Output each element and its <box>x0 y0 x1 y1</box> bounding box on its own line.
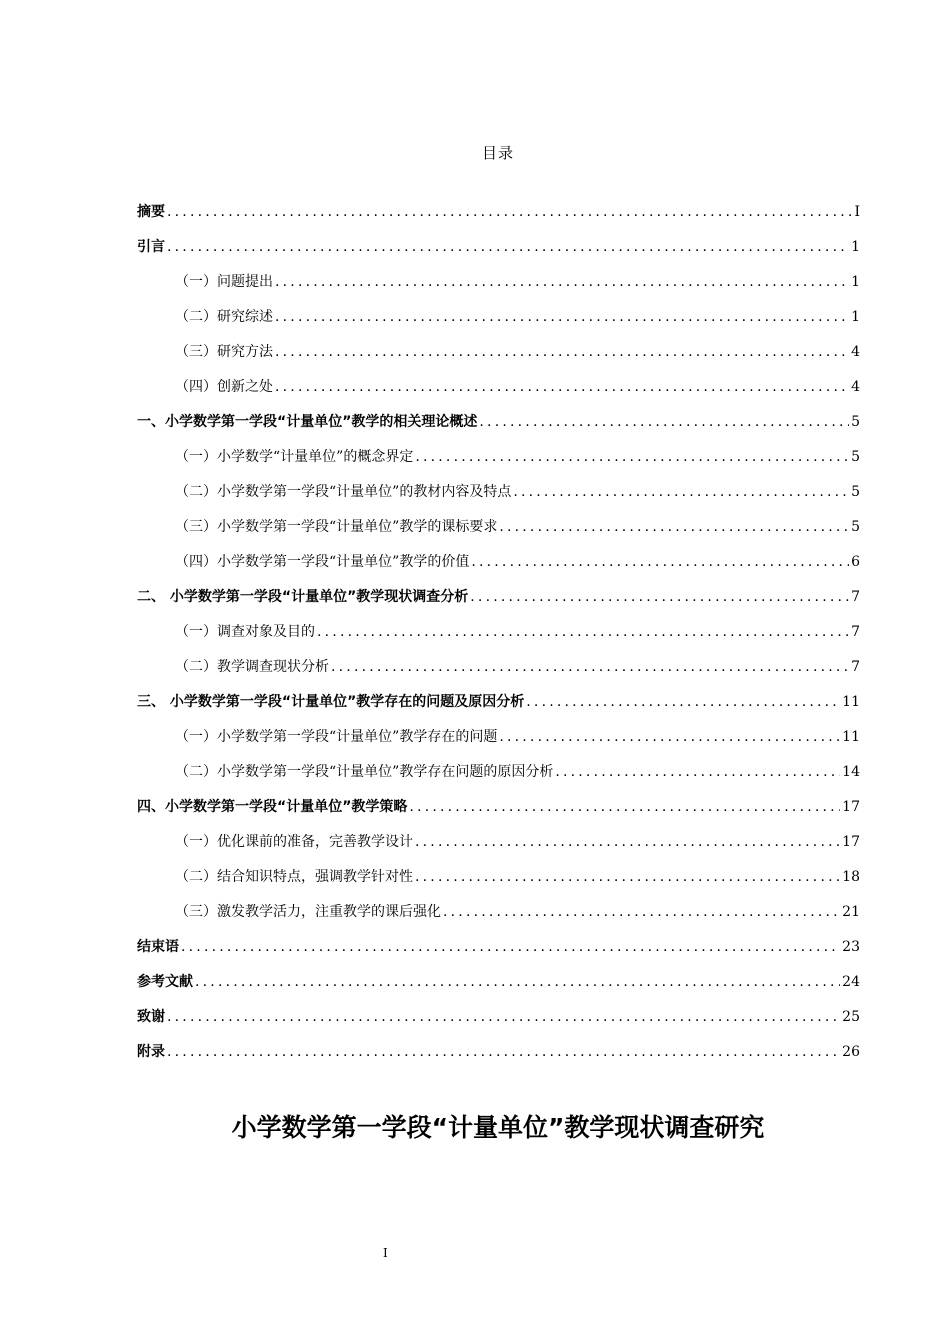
toc-leader-dots <box>275 274 849 290</box>
toc-entry-page: 4 <box>851 379 860 395</box>
toc-entry-label: 三、 小学数学第一学段“计量单位”教学存在的问题及原因分析 <box>137 694 525 710</box>
toc-entry[interactable] <box>137 936 860 971</box>
toc-entry-page: 7 <box>851 659 860 675</box>
toc-entry[interactable] <box>137 516 860 551</box>
toc-entry-page: 7 <box>851 624 860 640</box>
toc-entry-page: 1 <box>851 274 860 290</box>
toc-leader-dots <box>167 239 849 255</box>
toc-entry[interactable] <box>137 271 860 306</box>
thesis-title: 小学数学第一学段“计量单位”教学现状调查研究 <box>231 1113 765 1142</box>
toc-entry-label: 一、小学数学第一学段“计量单位”教学的相关理论概述 <box>137 414 478 430</box>
toc-leader-dots <box>443 904 840 920</box>
toc-leader-dots <box>415 449 849 465</box>
toc-entry-label: （二）小学数学第一学段“计量单位”的教材内容及特点 <box>175 484 512 500</box>
footer-page-number: I <box>383 1246 388 1260</box>
toc-entry[interactable] <box>137 201 860 236</box>
toc-entry-page: 1 <box>851 239 860 255</box>
toc-entry[interactable] <box>137 866 860 901</box>
toc-leader-dots <box>415 869 840 885</box>
toc-entry-page: 4 <box>851 344 860 360</box>
toc-leader-dots <box>499 729 840 745</box>
toc-entry[interactable] <box>137 586 860 621</box>
toc-entry-label: （三）激发教学活力，注重教学的课后强化 <box>175 904 441 920</box>
toc-leader-dots <box>479 414 849 430</box>
toc-leader-dots <box>167 1009 840 1025</box>
toc-entry-label: 摘要 <box>137 204 165 220</box>
toc-entry-page: 25 <box>842 1009 860 1025</box>
toc-leader-dots <box>275 379 849 395</box>
toc-entry[interactable] <box>137 1006 860 1041</box>
toc-entry-label: （二）教学调查现状分析 <box>175 659 329 675</box>
toc-entry-page: 14 <box>842 764 860 780</box>
toc-leader-dots <box>275 344 849 360</box>
toc-entry[interactable] <box>137 446 860 481</box>
toc-entry[interactable] <box>137 761 860 796</box>
toc-leader-dots <box>275 309 849 325</box>
toc-leader-dots <box>415 834 840 850</box>
toc-entry[interactable] <box>137 236 860 271</box>
toc-entry-page: 5 <box>851 414 860 430</box>
toc-entry-page: I <box>854 204 860 220</box>
toc-entry[interactable] <box>137 341 860 376</box>
toc-entry-label: （一）小学数学“计量单位”的概念界定 <box>175 449 414 465</box>
toc-entry-label: （二）结合知识特点，强调教学针对性 <box>175 869 413 885</box>
toc-entry-label: （二）研究综述 <box>175 309 273 325</box>
table-of-contents <box>137 201 860 1076</box>
toc-entry[interactable] <box>137 726 860 761</box>
toc-leader-dots <box>331 659 849 675</box>
toc-entry-label: 引言 <box>137 239 165 255</box>
toc-entry-label: （一）问题提出 <box>175 274 273 290</box>
toc-leader-dots <box>181 939 840 955</box>
toc-entry-page: 11 <box>842 694 860 710</box>
toc-entry-page: 21 <box>842 904 860 920</box>
toc-entry-label: （四）创新之处 <box>175 379 273 395</box>
toc-entry-label: （三）小学数学第一学段“计量单位”教学的课标要求 <box>175 519 498 535</box>
toc-entry-page: 23 <box>842 939 860 955</box>
toc-leader-dots <box>513 484 849 500</box>
toc-leader-dots <box>409 799 840 815</box>
toc-leader-dots <box>471 554 849 570</box>
toc-entry-label: 参考文献 <box>137 974 193 990</box>
toc-entry-label: 结束语 <box>137 939 179 955</box>
toc-entry[interactable] <box>137 411 860 446</box>
toc-leader-dots <box>167 1044 840 1060</box>
toc-entry[interactable] <box>137 481 860 516</box>
toc-entry-label: （一）小学数学第一学段“计量单位”教学存在的问题 <box>175 729 498 745</box>
toc-entry-page: 5 <box>851 449 860 465</box>
toc-entry-label: 二、 小学数学第一学段“计量单位”教学现状调查分析 <box>137 589 469 605</box>
toc-leader-dots <box>167 204 852 220</box>
toc-entry-page: 11 <box>842 729 860 745</box>
toc-leader-dots <box>470 589 849 605</box>
toc-entry-page: 17 <box>842 834 860 850</box>
toc-entry-page: 17 <box>842 799 860 815</box>
toc-entry[interactable] <box>137 971 860 1006</box>
toc-leader-dots <box>499 519 849 535</box>
toc-leader-dots <box>195 974 840 990</box>
toc-entry-page: 18 <box>842 869 860 885</box>
toc-entry-label: 四、小学数学第一学段“计量单位”教学策略 <box>137 799 408 815</box>
toc-leader-dots <box>555 764 840 780</box>
toc-entry[interactable] <box>137 656 860 691</box>
toc-entry-page: 26 <box>842 1044 860 1060</box>
toc-entry-page: 24 <box>842 974 860 990</box>
toc-entry[interactable] <box>137 831 860 866</box>
toc-entry-label: （一）调查对象及目的 <box>175 624 315 640</box>
toc-entry-label: 致谢 <box>137 1009 165 1025</box>
toc-entry[interactable] <box>137 691 860 726</box>
toc-leader-dots <box>526 694 840 710</box>
toc-entry-page: 1 <box>851 309 860 325</box>
toc-entry-page: 5 <box>851 519 860 535</box>
toc-entry-label: 附录 <box>137 1044 165 1060</box>
toc-leader-dots <box>317 624 849 640</box>
toc-entry[interactable] <box>137 306 860 341</box>
toc-heading: 目录 <box>481 144 514 162</box>
toc-entry-label: （三）研究方法 <box>175 344 273 360</box>
toc-entry-page: 6 <box>851 554 860 570</box>
toc-entry[interactable] <box>137 796 860 831</box>
toc-entry[interactable] <box>137 1041 860 1076</box>
toc-entry[interactable] <box>137 376 860 411</box>
toc-entry[interactable] <box>137 621 860 656</box>
toc-entry[interactable] <box>137 551 860 586</box>
toc-entry-label: （一）优化课前的准备，完善教学设计 <box>175 834 413 850</box>
toc-entry[interactable] <box>137 901 860 936</box>
toc-entry-label: （二）小学数学第一学段“计量单位”教学存在问题的原因分析 <box>175 764 554 780</box>
toc-entry-label: （四）小学数学第一学段“计量单位”教学的价值 <box>175 554 470 570</box>
toc-entry-page: 5 <box>851 484 860 500</box>
toc-entry-page: 7 <box>851 589 860 605</box>
